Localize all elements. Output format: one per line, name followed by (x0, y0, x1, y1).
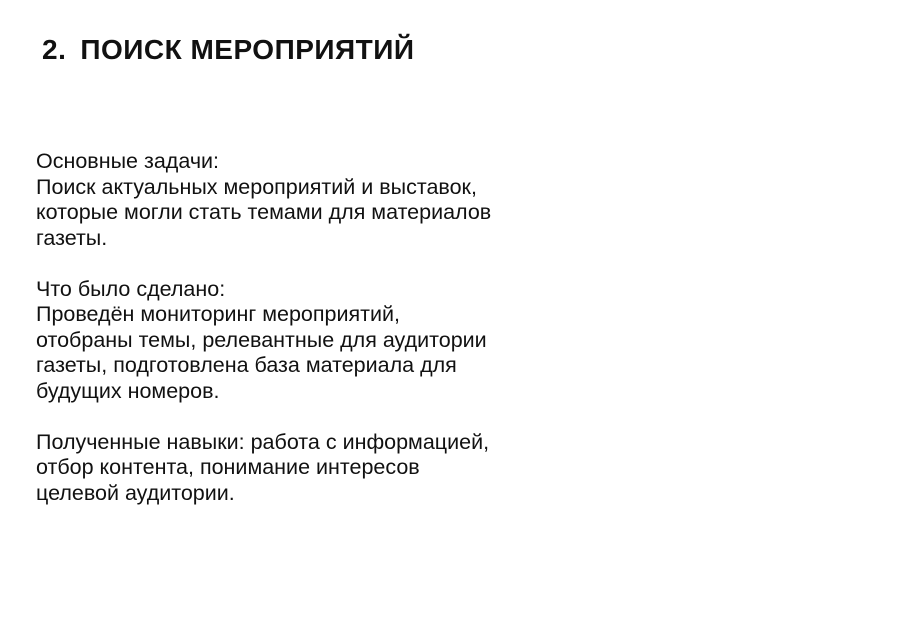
section-number: 2. (42, 34, 67, 65)
done-text-line: газеты, подготовлена база материала для (36, 353, 457, 377)
skills-text-line: отбор контента, понимание интересов (36, 455, 420, 479)
tasks-text-line: которые могли стать темами для материалов (36, 200, 492, 224)
section-title: ПОИСК МЕРОПРИЯТИЙ (80, 34, 415, 65)
tasks-label: Основные задачи: (36, 149, 220, 173)
done-text-line: Проведён мониторинг мероприятий, (36, 302, 400, 326)
done-text-line: отобраны темы, релевантные для аудитории (36, 327, 487, 352)
skills-text-line: Полученные навыки: работа с информацией, (36, 429, 490, 454)
done-block (36, 277, 636, 405)
skills-text-line: целевой аудитории. (36, 480, 235, 505)
section-heading (42, 33, 414, 67)
content-body (36, 149, 636, 506)
done-label: Что было сделано: (36, 276, 226, 301)
tasks-text-line: газеты. (36, 225, 108, 250)
skills-block (36, 430, 636, 507)
done-text-line: будущих номеров. (36, 378, 220, 403)
tasks-text-line: Поиск актуальных мероприятий и выставок, (36, 174, 477, 199)
tasks-block (36, 149, 636, 251)
